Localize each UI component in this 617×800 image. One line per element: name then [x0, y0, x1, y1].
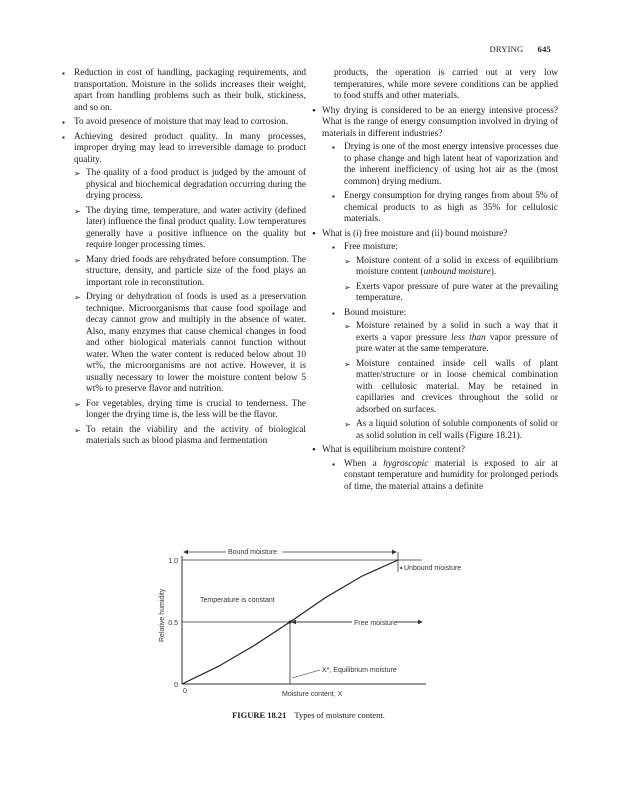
arrow-item: ➢ The drying time, temperature, and water activity (defined later) influence the final product quality. Low temperatures generally have a positive influence on the quality but require longer processing times.: [74, 206, 306, 252]
bullet-cost: ▪ Reduction in cost of handling, packaging requirements, and transportation. Moisture in the solids increases their weight, apart from handling problems such as their bulk, stickiness, and so on.: [62, 68, 306, 114]
question-energy-text: Why drying is considered to be an energy intensive process? What is the range of energy consumption involved in drying of materials in different industries?: [322, 105, 558, 139]
bullet-quality: [62, 132, 306, 448]
equilibrium-label: X*, Equilibrium moisture: [322, 667, 397, 674]
bullet-corrosion: ▪ To avoid presence of moisture that may lead to corrosion.: [62, 117, 306, 129]
energy-item: ▪ Energy consumption for drying ranges from about 5% of chemical products to as high as 35% for cellulosic materials.: [332, 191, 558, 226]
page-header: [490, 44, 551, 54]
free-moisture-item: [332, 242, 558, 305]
right-column: [312, 68, 558, 496]
temperature-label: Temperature is constant: [200, 597, 275, 604]
unbound-moisture-label: Unbound moisture: [404, 565, 462, 572]
figure-label: FIGURE 18.21: [232, 710, 287, 720]
x-origin-label: 0: [183, 688, 187, 695]
arrow-item: ➢ Drying or dehydration of foods is used as a preservation technique. Microorganisms that cause food spoilage and decay cannot grow and multiply in the absence of water. Also, many enzymes that cause chemical changes in food and other biological materials cannot function without water. When the water content is reduced below about 10 wt%, the microorganisms are not active. However, it is usually necessary to lower the moisture content below 5 wt% to preserve flavor and nutrition.: [74, 292, 306, 396]
arrow-item: ➢ Moisture retained by a solid in such a way that it exerts a vapor pressure less than vapor pressure of pure water at the same temperature.: [344, 321, 558, 356]
question-equilibrium: [312, 445, 558, 493]
question-equilibrium-text: What is equilibrium moisture content?: [322, 445, 466, 455]
y-tick-label: 0.5: [168, 620, 178, 627]
page-number: 645: [537, 44, 551, 54]
bound-moisture-label: Bound moisture:: [344, 307, 407, 318]
question-energy: [312, 106, 558, 226]
y-axis-label: Relative humidity: [159, 588, 166, 642]
figure-caption-text: Types of moisture content.: [294, 710, 385, 720]
question-moisture-text: What is (i) free moisture and (ii) bound moisture?: [322, 228, 508, 239]
left-column: [62, 68, 306, 451]
continuation-text: products, the operation is carried out at very low temperatures, while more severe conditions can be applied to food stuffs and other materials.: [334, 68, 558, 101]
moisture-chart: [150, 548, 462, 698]
x-axis-label: Moisture content, X: [282, 691, 343, 698]
arrow-item: ➢ The quality of a food product is judged by the amount of physical and biochemical degradation occurring during the drying process.: [74, 168, 306, 203]
arrow-item: ➢ Exerts vapor pressure of pure water at the prevailing temperature.: [344, 282, 558, 305]
arrow-item: ➢ As a liquid solution of soluble components of solid or as solid solution in cell walls (Figure 18.21).: [344, 419, 558, 442]
question-moisture: [312, 229, 558, 443]
equilibrium-leader: [292, 670, 320, 678]
figure-caption: [0, 710, 617, 720]
bound-moisture-item: [332, 308, 558, 443]
arrow-item: ➢ For vegetables, drying time is crucial to tenderness. The longer the drying time is, the less will be the flavor.: [74, 399, 306, 422]
figure-moisture-types: [150, 548, 462, 703]
equilibrium-point: [289, 621, 292, 624]
bound-moisture-label: Bound moisture: [228, 549, 278, 556]
arrow-item: ➢ Moisture contained inside cell walls of plant matter/structure or in loose chemical combination with cellulosic material. May be retained in capillaries and crevices throughout the solid or adsorbed on surfaces.: [344, 359, 558, 417]
y-tick-label: 0: [174, 682, 178, 689]
bullet-quality-text: Achieving desired product quality. In many processes, improper drying may lead to irreversible damage to product quality.: [74, 131, 306, 165]
arrow-item: ➢ To retain the viability and the activity of biological materials such as blood plasma and fermentation: [74, 425, 306, 448]
arrow-item: ➢ Moisture content of a solid in excess of equilibrium moisture content (unbound moisture).: [344, 256, 558, 279]
running-head: DRYING: [489, 44, 524, 54]
y-tick-label: 1.0: [168, 558, 178, 565]
energy-item: ▪ Drying is one of the most energy intensive processes due to phase change and high latent heat of vaporization and the inherent inefficiency of using hot air as the (most common) drying medium.: [332, 142, 558, 188]
free-moisture-label: Free moisture: [354, 620, 398, 627]
equilibrium-item: ▪ When a hygroscopic material is exposed to air at constant temperature and humidity for prolonged periods of time, the material attains a definite: [332, 459, 558, 494]
arrow-item: ➢ Many dried foods are rehydrated before consumption. The structure, density, and particle size of the food plays an important role in reconstitution.: [74, 255, 306, 290]
free-moisture-label: Free moisture:: [344, 242, 398, 252]
